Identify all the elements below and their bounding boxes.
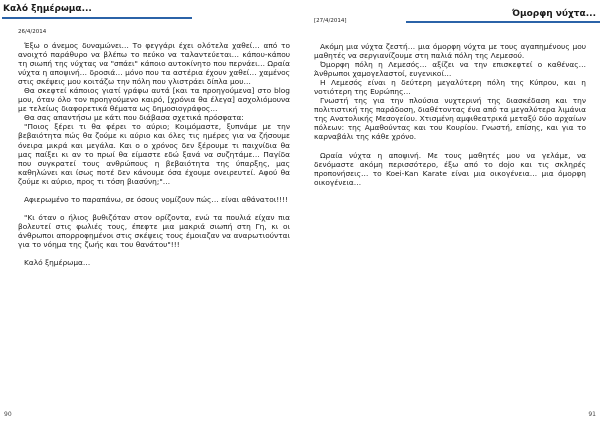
left-quote-2: "Κι όταν ο ήλιος βυθιζόταν στον ορίζοντα, ενώ τα πουλιά είχαν πια βολευτεί στις φωλιές τους, έπεφτε μια μακριά σιωπή στη Γη, κι οι άνθρωποι απορροφημένοι στις σκέψεις τους έμοιαζαν να αναρωτιούνται για το νόημα της ζωής και του θανάτου"!!! xyxy=(18,212,290,249)
right-post-body xyxy=(314,42,586,187)
right-title-rule xyxy=(406,21,600,23)
right-page-title: Όμορφη νύχτα... xyxy=(511,9,596,19)
right-paragraph: Όμορφη πόλη η Λεμεσός… αξίζει να την επισκεφτεί ο καθένας… Άνθρωποι χαμογελαστοί, ευγενικοί… xyxy=(314,60,586,79)
right-post-date: [27/4/2014] xyxy=(314,18,347,24)
left-paragraph: Θα σας απαντήσω με κάτι που διάβασα σχετικά πρόσφατα: xyxy=(24,113,244,123)
left-dedication: Αφιερωμένο το παραπάνω, σε όσους νομίζουν πώς… είναι αθάνατοι!!!! xyxy=(24,194,289,204)
right-page-number: 91 xyxy=(588,411,596,418)
left-signoff: Καλό ξημέρωμα… xyxy=(24,257,91,267)
left-page-title: Καλό ξημέρωμα... xyxy=(3,4,92,14)
left-page-number: 90 xyxy=(4,411,12,418)
right-paragraph: Η Λεμεσός είναι η δεύτερη μεγαλύτερη πόλη της Κύπρου, και η νοτιότερη της Ευρώπης… xyxy=(314,78,586,97)
right-page xyxy=(300,0,600,424)
right-paragraph: Ωραία νύχτα η αποψινή. Με τους μαθητές μου να γελάμε, να δενόμαστε ακόμη περισσότερο, έξω από το dojo και τις σκληρές προπονήσεις… το Koei-Kan Karate είναι μια οικογένεια… μια όμορφη οικογένεια… xyxy=(314,150,586,187)
left-title-rule xyxy=(2,17,192,19)
right-paragraph: Γνωστή της για την πλούσια νυχτερινή της διασκέδαση και την πολιτιστική της παράδοση, διαθέτοντας ένα από τα μεγαλύτερα λιμάνια της Ανατολικής Μεσογείου. Χτισμένη αμφιθεατρικά μεταξύ δύο αρχαίων πόλεων: της Αμαθούντας και του Κουρίου. Γνωστή, επίσης, και για το καρναβάλι της κάθε χρόνο. xyxy=(314,96,586,142)
left-post-date: 26/4/2014 xyxy=(18,29,47,35)
left-post-body xyxy=(18,41,290,267)
right-paragraph: Ακόμη μια νύχτα ζεστή… μια όμορφη νύχτα με τους αγαπημένους μου μαθητές να σεργιανίζουμε στη παλιά πόλη της Λεμεσού. xyxy=(314,42,586,61)
left-quote: "Ποιος ξέρει τι θα φέρει το αύριο; Κοιμόμαστε, ξυπνάμε με την βεβαιότητα πώς θα ζούμε κι αύριο και όλες τις ημέρες για να ζήσουμε όνειρα μικρά και μεγάλα. Και ο ο χρόνος δεν ξέρουμε τι παιχνίδια θα μας παίξει κι αν το πρωί θα είμαστε εδώ ξανά να συζητάμε… Παγίδα που συγκρατεί τους ανθρώπους η βεβαιότητα της ύπαρξης, μας καθηλώνει και ίσως ποτέ δεν κάνουμε όσα έχουμε ονειρευτεί. Αφού θα ζούμε κι αύριο, προς τι τόση βιασύνη;"… xyxy=(18,122,290,186)
left-paragraph: Θα σκεφτεί κάποιος γιατί γράφω αυτά [και τα προηγούμενα] στο blog μου, όταν όλο τον προηγούμενο καιρό, [χρόνια θα έλεγα] ασχολιόμουνα με τελείως διαφορετικά θέματα ως δημοσιογράφος… xyxy=(18,86,290,114)
left-paragraph: Έξω ο άνεμος δυναμώνει… Το φεγγάρι έχει ολότελα χαθεί… από το ανοιχτό παράθυρο να βλέπω το πεύκο να ταλαντεύεται… κάπου-κάπου τη σιωπή της νύχτας να "σπάει" κάποιο αυτοκίνητο που περνάει… Ωραία νύχτα η αποψινή… δροσιά… μόνο που τα αστέρια έχουν χαθεί… χαμένος στις σκέψεις μου κοιτάζω την πόλη που γλιστράει δίπλα μου… xyxy=(18,41,290,87)
